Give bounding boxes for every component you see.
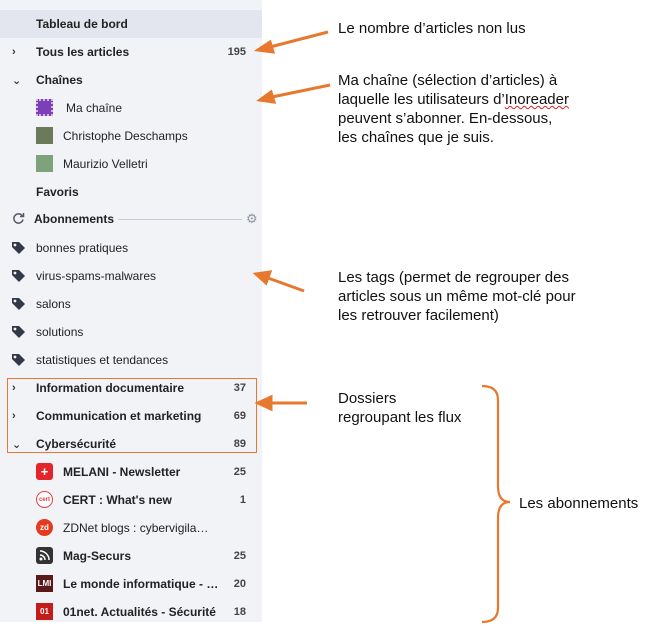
chevron-down-icon[interactable]: ⌄: [12, 438, 22, 451]
feed-label: Le monde informatique - …: [63, 577, 219, 591]
unread-count: 69: [233, 410, 246, 422]
annotation-line: Les tags (permet de regrouper des: [338, 269, 569, 286]
tag-label: bonnes pratiques: [36, 241, 129, 255]
folder-label: Cybersécurité: [36, 437, 117, 451]
annotation-line: les chaînes que je suis.: [338, 129, 494, 146]
dashboard-label: Tableau de bord: [36, 17, 128, 31]
unread-count: 18: [233, 606, 246, 618]
brace: [482, 386, 510, 622]
annotation-line: regroupant les flux: [338, 409, 462, 426]
chevron-right-icon[interactable]: ›: [12, 382, 16, 394]
unread-count: 25: [233, 466, 246, 478]
channel-label: Ma chaîne: [66, 101, 123, 115]
01net-logo-icon: 01: [36, 603, 53, 620]
feed-label: Mag-Securs: [63, 549, 132, 563]
channels-label: Chaînes: [36, 73, 83, 87]
tag-label: virus-spams-malwares: [36, 269, 157, 283]
cert-logo-icon: cert: [36, 491, 53, 508]
folder-label: Communication et marketing: [36, 409, 202, 423]
annotation-fragment: Inoreader: [504, 91, 569, 108]
folder-label: Information documentaire: [36, 381, 185, 395]
zdnet-logo-icon: zd: [36, 519, 53, 536]
annotation-subscriptions: Les abonnements: [519, 495, 639, 512]
annotation-line: articles sous un même mot-clé pour: [338, 288, 576, 305]
favorites-label: Favoris: [36, 185, 79, 199]
annotation-tags: [338, 268, 576, 325]
unread-count: 25: [233, 550, 246, 562]
feed-label: CERT : What's new: [63, 493, 172, 507]
swiss-cross-icon: +: [36, 463, 53, 480]
feed-label: MELANI - Newsletter: [63, 465, 181, 479]
unread-count: 20: [233, 578, 246, 590]
unread-count: 195: [227, 46, 246, 58]
tag-label: statistiques et tendances: [36, 353, 169, 367]
annotation-fragment: laquelle les utilisateurs d’: [338, 91, 505, 108]
annotation-line: Ma chaîne (sélection d’articles) à: [338, 72, 558, 89]
annotation-line: les retrouver facilement): [338, 307, 499, 324]
feed-label: ZDNet blogs : cybervigila…: [63, 521, 209, 535]
annotation-folders: [338, 389, 461, 427]
annotation-line: Dossiers: [338, 390, 397, 407]
annotation-line: peuvent s’abonner. En-dessous,: [338, 110, 553, 127]
channel-label: Christophe Deschamps: [63, 129, 188, 143]
all-articles-label: Tous les articles: [36, 45, 130, 59]
chevron-right-icon[interactable]: ›: [12, 46, 16, 58]
feed-label: 01net. Actualités - Sécurité: [63, 605, 216, 619]
channel-label: Maurizio Velletri: [63, 157, 148, 171]
unread-count: 89: [233, 438, 246, 450]
annotation-unread: Le nombre d’articles non lus: [338, 20, 526, 37]
lmi-logo-icon: LMI: [36, 575, 53, 592]
tag-label: solutions: [36, 325, 84, 339]
annotation-channels: [338, 71, 569, 147]
chevron-right-icon[interactable]: ›: [12, 410, 16, 422]
chevron-down-icon[interactable]: ⌄: [12, 74, 22, 87]
unread-count: 1: [239, 494, 246, 506]
unread-count: 37: [233, 382, 246, 394]
subscriptions-label: Abonnements: [34, 212, 115, 226]
tag-label: salons: [36, 297, 71, 311]
gear-icon[interactable]: ⚙: [246, 211, 258, 226]
annotation-line: [338, 90, 569, 109]
